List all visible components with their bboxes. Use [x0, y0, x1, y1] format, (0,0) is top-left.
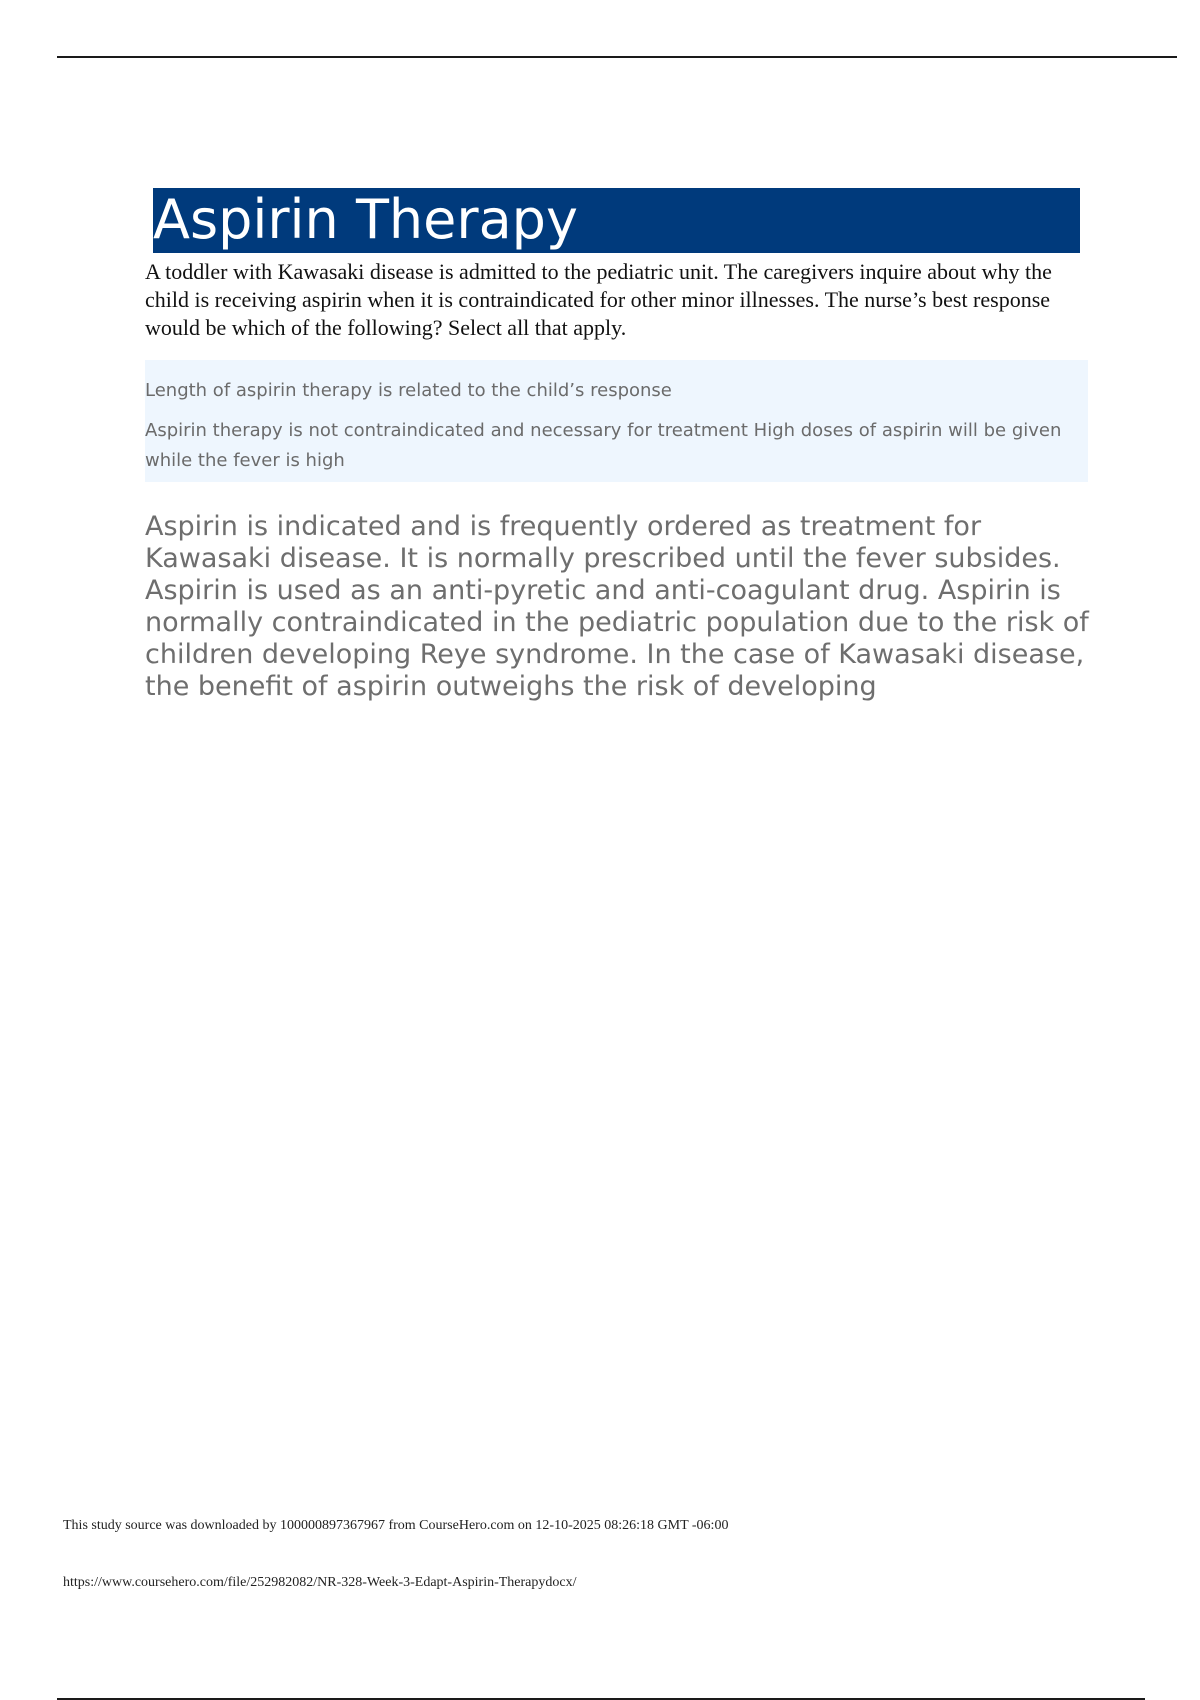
download-notice: This study source was downloaded by 100000897367967 from CourseHero.com on 12-10-2025 08:26:18 GMT -06:00 [63, 1518, 729, 1533]
answer-option: Aspirin therapy is not contraindicated and necessary for treatment High doses of aspirin will be given while the fever is high [145, 420, 1062, 471]
source-url: https://www.coursehero.com/file/252982082/NR-328-Week-3-Edapt-Aspirin-Therapydocx/ [63, 1575, 577, 1590]
title-banner [153, 188, 1080, 253]
page-title: Aspirin Therapy [153, 188, 578, 251]
top-rule [57, 56, 1177, 58]
answer-option: Length of aspirin therapy is related to the child’s response [145, 380, 672, 401]
question-text: A toddler with Kawasaki disease is admitted to the pediatric unit. The caregivers inquire about why the child is receiving aspirin when it is contraindicated for other minor illnesses. The nurse’s best response would be which of the following? Select all that apply. [145, 259, 1052, 340]
rationale-text: Aspirin is indicated and is frequently ordered as treatment for Kawasaki disease. It is normally prescribed until the fever subsides. Aspirin is used as an anti-pyretic and anti-coagulant drug. Aspirin is normally contraindicated in the pediatric population due to the risk of children developing Reye syndrome. In the case of Kawasaki disease, the benefit of aspirin outweighs the risk of developing [145, 511, 1089, 702]
answers-panel [145, 360, 1088, 482]
